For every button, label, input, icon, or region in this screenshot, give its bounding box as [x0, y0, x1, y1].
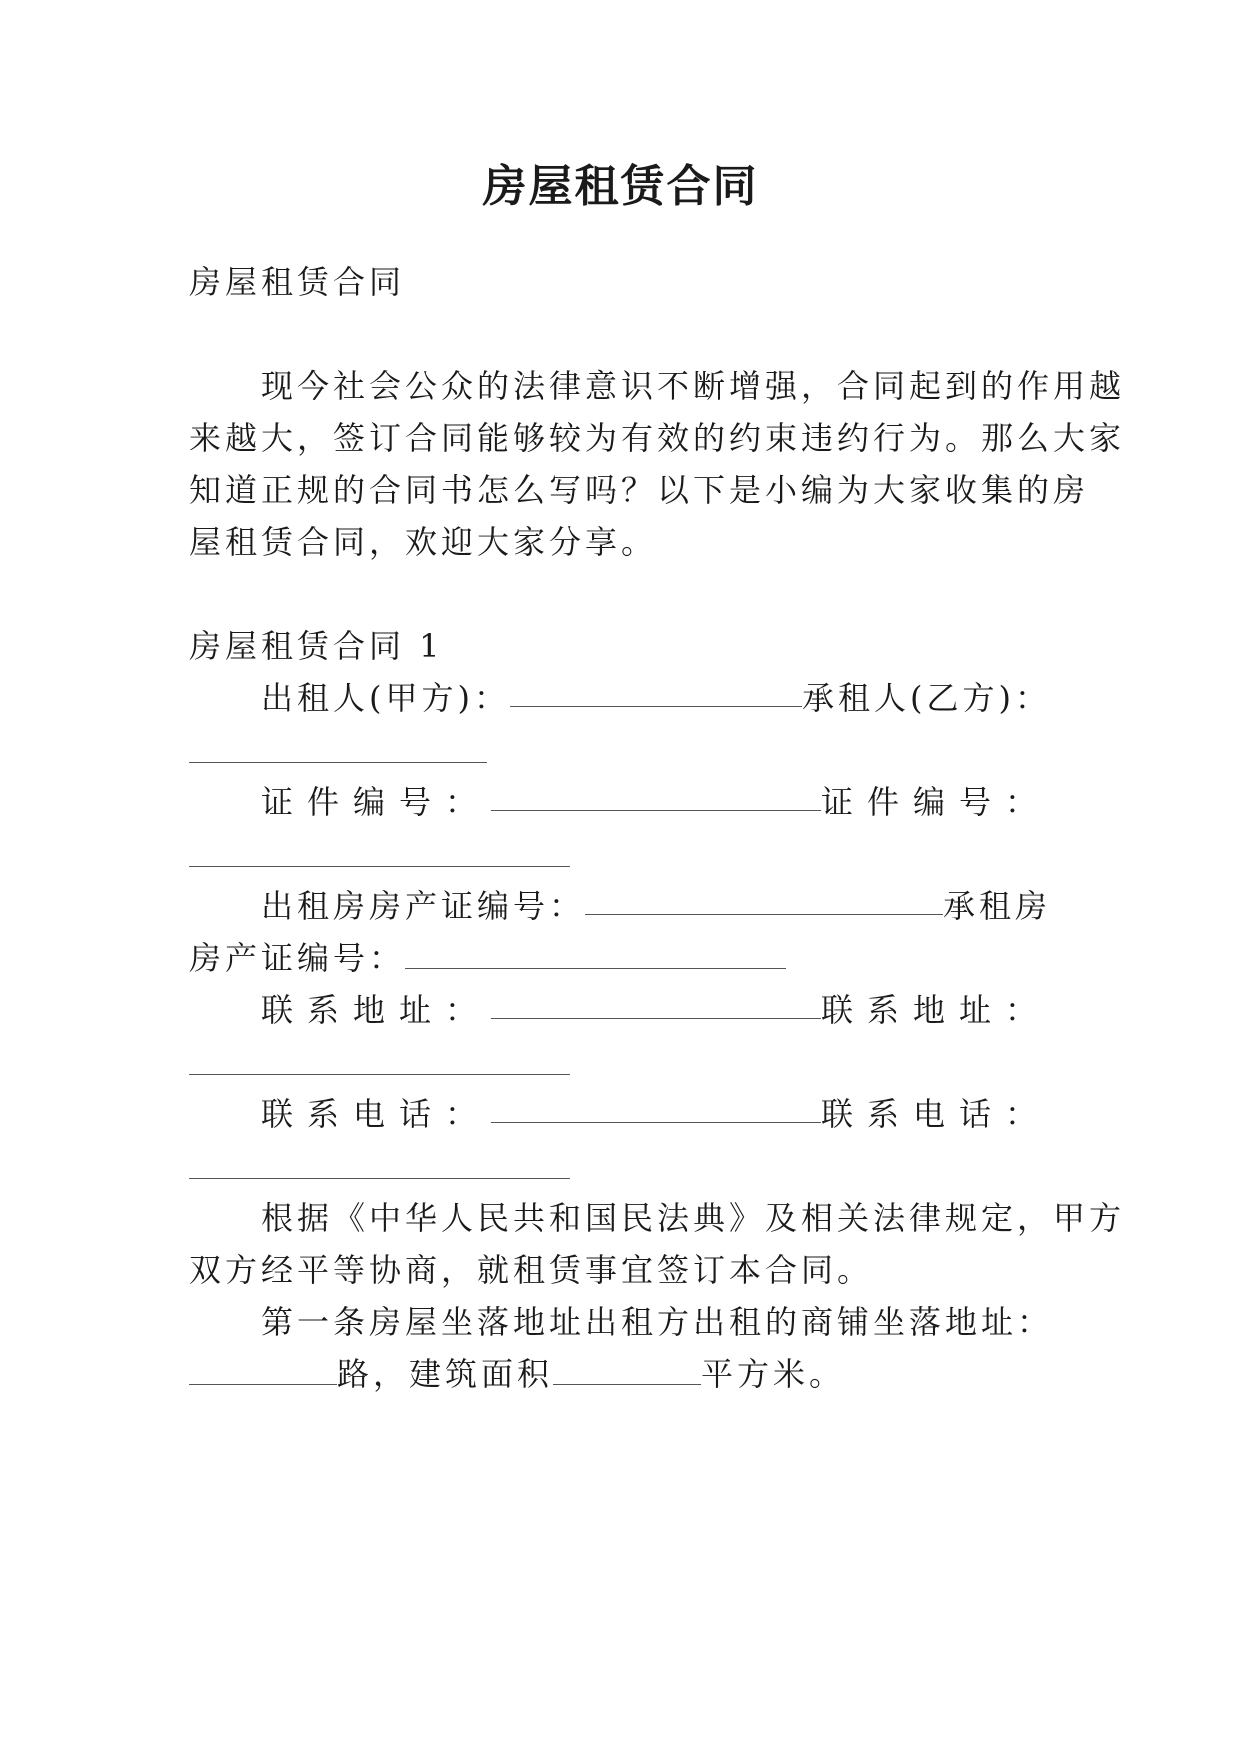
lessor-phone-label: 联系电话： — [261, 1095, 492, 1133]
intro-line-2: 来越大，签订合同能够较为有效的约束违约行为。那么大家 — [189, 419, 1126, 457]
cert-lessor-blank[interactable] — [585, 886, 943, 915]
phone-row — [261, 1094, 1051, 1134]
lessee-address-label: 联系地址： — [820, 991, 1051, 1029]
article1-line-2 — [189, 1354, 1051, 1394]
cert-row — [261, 886, 1051, 926]
article1-road-label: 路，建筑面积 — [337, 1355, 554, 1393]
lessor-id-blank[interactable] — [491, 782, 821, 811]
intro-line-4: 屋租赁合同，欢迎大家分享。 — [189, 523, 658, 561]
lessee-phone-label: 联系电话： — [820, 1095, 1051, 1133]
party-row — [261, 678, 1051, 718]
document-title: 房屋租赁合同 — [482, 161, 759, 212]
id-row — [261, 782, 1051, 822]
cert-lessee-label-1: 承租房 — [942, 887, 1051, 925]
lessee-id-label: 证件编号： — [820, 783, 1051, 821]
basis-line-2: 双方经平等协商，就租赁事宜签订本合同。 — [189, 1251, 874, 1289]
article1-unit-label: 平方米。 — [701, 1355, 846, 1393]
cert-lessee-blank[interactable] — [405, 940, 786, 969]
intro-line-1: 现今社会公众的法律意识不断增强，合同起到的作用越 — [261, 367, 1126, 405]
address-row — [261, 990, 1051, 1030]
lessee-blank[interactable] — [189, 761, 487, 763]
area-blank[interactable] — [553, 1356, 701, 1385]
road-blank[interactable] — [189, 1356, 337, 1385]
cert-lessee-label-2: 房产证编号： — [189, 939, 406, 977]
lessor-blank[interactable] — [510, 678, 802, 707]
cert-row-2 — [189, 938, 1051, 978]
basis-line-1: 根据《中华人民共和国民法典》及相关法律规定，甲方 — [261, 1199, 1126, 1237]
lessee-phone-blank[interactable] — [189, 1177, 570, 1179]
cert-lessor-label: 出租房房产证编号： — [261, 887, 586, 925]
lessor-phone-blank[interactable] — [491, 1094, 821, 1123]
article1-line-1: 第一条房屋坐落地址出租方出租的商铺坐落地址： — [261, 1303, 1054, 1341]
subtitle: 房屋租赁合同 — [189, 263, 406, 301]
lessor-id-label: 证件编号： — [261, 783, 492, 821]
lessor-address-label: 联系地址： — [261, 991, 492, 1029]
lessor-label: 出租人(甲方)： — [261, 679, 510, 717]
lessor-address-blank[interactable] — [491, 990, 821, 1019]
intro-line-3: 知道正规的合同书怎么写吗？以下是小编为大家收集的房 — [189, 471, 1090, 509]
lessee-label: 承租人(乙方)： — [802, 679, 1051, 717]
contract-heading: 房屋租赁合同 1 — [189, 627, 444, 665]
lessee-address-blank[interactable] — [189, 1073, 570, 1075]
lessee-id-blank[interactable] — [189, 865, 570, 867]
